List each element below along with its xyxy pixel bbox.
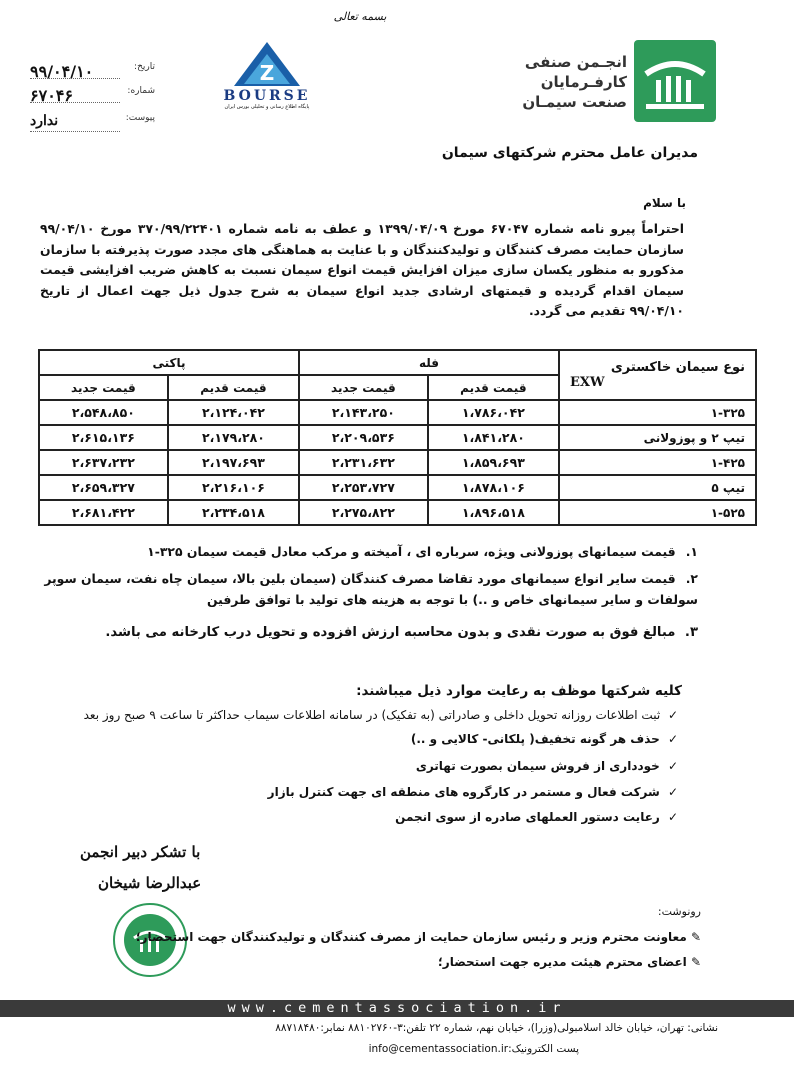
obligation-text: خودداری از فروش سیمان بصورت تهاتری xyxy=(415,759,660,773)
cc-item xyxy=(136,930,701,944)
greeting: با سلام xyxy=(643,196,686,210)
row-bag-old: ۲،۱۲۴،۰۴۲ xyxy=(168,400,299,425)
col-bulk-old: قیمت قدیم xyxy=(428,375,559,400)
footer-email-label: پست الکترونیک: xyxy=(508,1043,579,1055)
bourse-logo-subtext: پایگاه اطلاع رسانی و تحلیلی بورس ایران xyxy=(224,104,310,110)
header-exw-label: EXW xyxy=(570,375,605,390)
pen-icon: ✎ xyxy=(686,955,701,969)
table-row xyxy=(39,450,756,475)
footer-email: info@cementassociation.ir xyxy=(368,1043,509,1055)
row-bag-new: ۲،۶۵۹،۳۲۷ xyxy=(39,475,168,500)
row-bulk-new: ۲،۲۵۳،۷۲۷ xyxy=(299,475,428,500)
row-bulk-old: ۱،۷۸۶،۰۴۲ xyxy=(428,400,559,425)
number-dots xyxy=(30,101,120,103)
footer-email-line xyxy=(369,1043,579,1055)
association-name-line: کارفـرمایان xyxy=(540,73,627,91)
table-header-type xyxy=(559,350,756,400)
obligation-text: رعایت دستور العملهای صادره از سوی انجمن xyxy=(395,810,660,824)
obligation-item xyxy=(416,759,682,773)
cc-title: رونوشت: xyxy=(657,905,701,918)
note-text: قیمت سایر انواع سیمانهای مورد تقاضا مصرف کنندگان (سیمان بلین بالا، سیمان چاه نفت، سیمان سوپر سولفات و سایر سیمانهای خاص و ..) با توجه به هزینه های تولید با توافق طرفین xyxy=(44,571,698,607)
addressee: مدیران عامل محترم شرکتهای سیمان xyxy=(441,145,698,161)
header-type-label: نوع سیمان خاکستری xyxy=(610,360,745,375)
row-bag-old: ۲،۱۷۹،۲۸۰ xyxy=(168,425,299,450)
date-label: تاریخ: xyxy=(134,62,155,72)
note-number: ۱. xyxy=(685,544,698,559)
col-bag-old: قیمت قدیم xyxy=(168,375,299,400)
row-bulk-old: ۱،۸۴۱،۲۸۰ xyxy=(428,425,559,450)
row-bag-old: ۲،۲۱۶،۱۰۶ xyxy=(168,475,299,500)
row-bulk-old: ۱،۸۵۹،۶۹۳ xyxy=(428,450,559,475)
row-bag-old: ۲،۲۳۴،۵۱۸ xyxy=(168,500,299,525)
checkmark-icon: ✓ xyxy=(667,785,679,799)
obligation-item xyxy=(395,810,682,824)
note-item xyxy=(40,622,698,643)
obligations-title: کلیه شرکتها موظف به رعایت موارد ذیل میباشند: xyxy=(356,683,682,699)
pen-icon: ✎ xyxy=(686,930,701,944)
table-header-bulk: فله xyxy=(299,350,559,375)
table-header-bag: پاکتی xyxy=(39,350,299,375)
number-line xyxy=(30,86,155,106)
footer-website-bar: www.cementassociation.ir xyxy=(0,1000,794,1017)
attachment-label: پیوست: xyxy=(125,113,155,123)
number-label: شماره: xyxy=(127,86,155,96)
date-value: ۹۹/۰۴/۱۰ xyxy=(30,62,94,81)
footer-address: نشانی: تهران، خیابان خالد اسلامبولی(وزرا)، خیابان نهم، شماره ۲۲ تلفن:۳-۸۸۱۰۲۷۶۰ نمابر:۸۸۷۱۸۴۸۰ xyxy=(275,1022,718,1034)
checkmark-icon: ✓ xyxy=(667,708,679,722)
intro-paragraph: احتراماً پیرو نامه شماره ۶۷۰۴۷ مورخ ۱۳۹۹/۰۴/۰۹ و عطف به نامه شماره ۳۷۰/۹۹/۲۲۴۰۱ مورخ ۹۹/۰۴/۱۰ سازمان حمایت مصرف کنندگان و تولیدکنندگان و با عنایت به هماهنگی های مجدد صورت پذیرفته با سازمان مذکورو به منظور یکسان سازی میزان افزایش قیمت انواع سیمان نسبت به کاهش ضریب افزایشی قیمت سیمان اقدام گردیده و قیمتهای ارشادی جدید انواع سیمان به شرح جدول ذیل جهت اعمال از تاریخ ۹۹/۰۴/۱۰ تقدیم می گردد. xyxy=(40,221,684,318)
signature-name: عبدالرضا شیخان xyxy=(98,874,202,892)
cc-item-text: معاونت محترم وزیر و رئیس سازمان حمایت از مصرف کنندگان و تولیدکنندگان جهت استحضار؛ xyxy=(135,930,687,944)
row-type: ۱-۵۲۵ xyxy=(559,500,756,525)
date-line xyxy=(30,62,155,82)
note-number: ۳. xyxy=(684,625,698,640)
cc-item xyxy=(438,955,701,969)
obligation-text: حذف هر گونه تخفیف( پلکانی- کالایی و ..) xyxy=(410,732,660,746)
bismillah-heading: بسمه تعالی xyxy=(333,10,387,23)
row-type: ۱-۴۲۵ xyxy=(559,450,756,475)
price-table xyxy=(38,349,757,526)
obligation-text: شرکت فعال و مستمر در کارگروه های منطقه ای جهت کنترل بازار xyxy=(267,785,660,799)
row-bag-new: ۲،۶۸۱،۴۲۲ xyxy=(39,500,168,525)
obligation-item xyxy=(84,708,682,722)
association-name xyxy=(512,52,627,112)
row-bag-new: ۲،۵۴۸،۸۵۰ xyxy=(39,400,168,425)
row-bag-new: ۲،۶۱۵،۱۳۶ xyxy=(39,425,168,450)
note-text: مبالغ فوق به صورت نقدی و بدون محاسبه ارزش افزوده و تحویل درب کارخانه می باشد. xyxy=(105,625,676,640)
association-logo-icon xyxy=(634,40,716,122)
association-name-line: انجـمن صنفی xyxy=(524,53,627,71)
table-header-row xyxy=(39,350,756,375)
cc-item-text: اعضای محترم هیئت مدیره جهت استحضار؛ xyxy=(437,955,687,969)
col-bag-new: قیمت جدید xyxy=(39,375,168,400)
row-bulk-new: ۲،۲۷۵،۸۲۲ xyxy=(299,500,428,525)
row-bulk-new: ۲،۲۰۹،۵۳۶ xyxy=(299,425,428,450)
attachment-dots xyxy=(30,130,120,132)
checkmark-icon: ✓ xyxy=(667,810,679,824)
signature-title: با تشکر دبیر انجمن xyxy=(80,843,201,861)
row-bulk-new: ۲،۲۳۱،۶۳۲ xyxy=(299,450,428,475)
bourse-logo-text: BOURSE xyxy=(223,88,311,104)
row-bulk-old: ۱،۸۹۶،۵۱۸ xyxy=(428,500,559,525)
table-row xyxy=(39,500,756,525)
table-row xyxy=(39,425,756,450)
note-item xyxy=(36,568,698,610)
row-type: تیپ ۲ و پوزولانی xyxy=(559,425,756,450)
attachment-value: ندارد xyxy=(30,113,59,129)
obligation-text: ثبت اطلاعات روزانه تحویل داخلی و صادراتی (به تفکیک) در سامانه اطلاعات سیماب حداکثر تا ساعت ۹ صبح روز بعد xyxy=(83,708,661,722)
table-row xyxy=(39,475,756,500)
checkmark-icon: ✓ xyxy=(667,732,679,746)
row-type: تیپ ۵ xyxy=(559,475,756,500)
obligation-item xyxy=(268,785,682,799)
obligation-item xyxy=(411,732,682,746)
row-bag-new: ۲،۶۳۷،۲۳۲ xyxy=(39,450,168,475)
col-bulk-new: قیمت جدید xyxy=(299,375,428,400)
checkmark-icon: ✓ xyxy=(667,759,679,773)
row-bulk-new: ۲،۱۴۳،۲۵۰ xyxy=(299,400,428,425)
association-name-line: صنعت سیمـان xyxy=(522,93,627,111)
table-row xyxy=(39,400,756,425)
row-bag-old: ۲،۱۹۷،۶۹۳ xyxy=(168,450,299,475)
note-item xyxy=(40,541,698,562)
row-bulk-old: ۱،۸۷۸،۱۰۶ xyxy=(428,475,559,500)
svg-text:Z: Z xyxy=(259,61,275,85)
note-number: ۲. xyxy=(685,571,698,586)
note-text: قیمت سیمانهای پوزولانی ویژه، سرباره ای ، آمیخته و مرکب معادل قیمت سیمان ۳۲۵-۱ xyxy=(147,544,676,559)
row-type: ۱-۳۲۵ xyxy=(559,400,756,425)
attachment-line xyxy=(30,113,155,135)
number-value: ۶۷۰۴۶ xyxy=(30,86,73,105)
date-dots xyxy=(30,77,120,79)
